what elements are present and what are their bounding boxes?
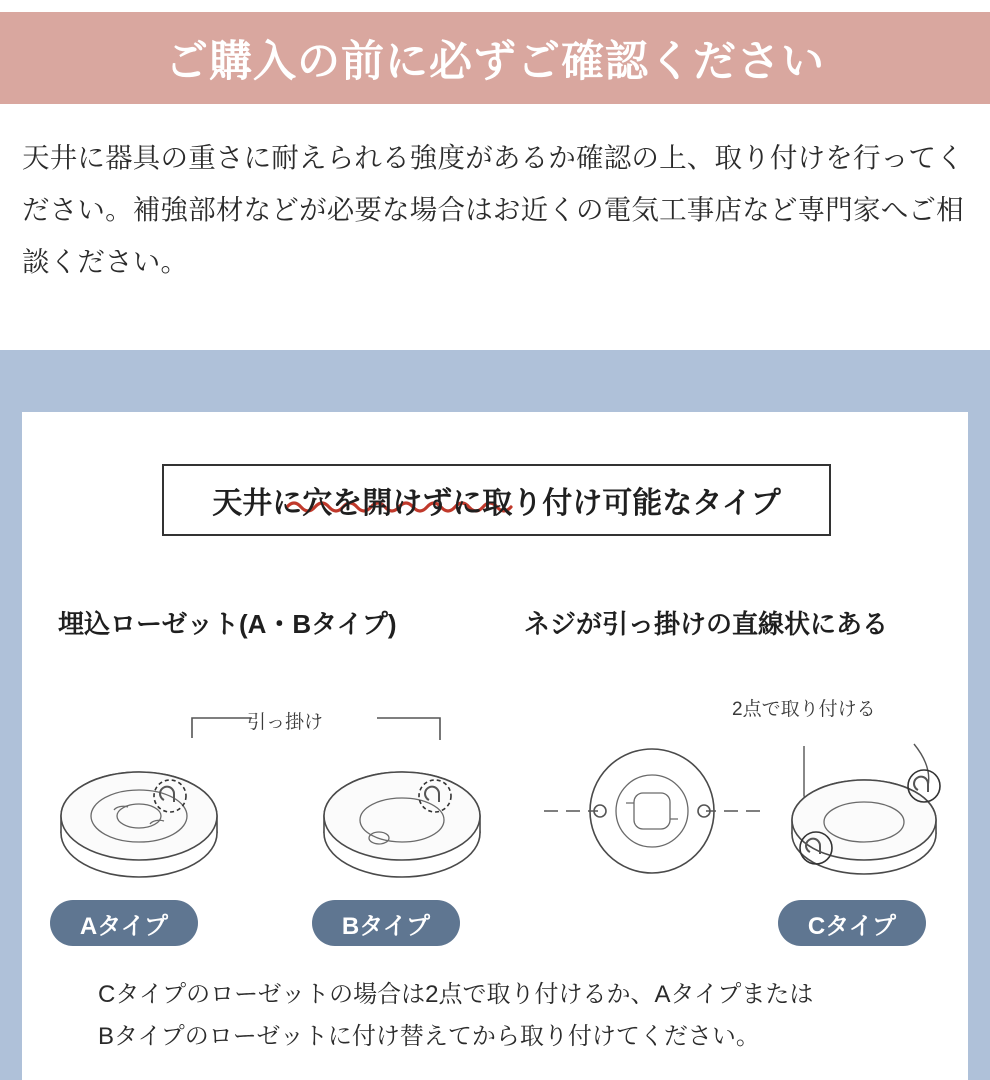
mounting-types-card [22,412,968,1080]
column-heading-left: 埋込ローゼット(A・Bタイプ) [58,609,397,639]
boxed-heading-label: 天井に穴を開けずに取り付け可能なタイプ [212,487,781,520]
badge-type-a [50,900,198,946]
boxed-heading [162,464,831,536]
page-title: ご購入の前に必ずご確認ください [165,37,825,86]
two-point-label: 2点で取り付ける [732,699,876,720]
footnote-line-2: Bタイプのローゼットに付け替えてから取り付けてください。 [98,1023,760,1050]
badge-type-b-label: Bタイプ [341,912,431,940]
header-banner [0,12,990,104]
rosette-b-icon [307,738,497,898]
badge-type-b [312,900,460,946]
badge-type-c-label: Cタイプ [807,912,897,940]
column-heading-right: ネジが引っ掛けの直線状にある [524,609,889,639]
rosette-a-icon [44,738,234,898]
badge-type-c [778,900,926,946]
intro-paragraph: 天井に器具の重さに耐えられる強度があるか確認の上、取り付けを行ってください。補強部材などが必要な場合はお近くの電気工事店など専門家へご相談ください。 [22,142,964,277]
footnote [98,974,928,1058]
rosette-screw-line-icon [542,726,762,896]
footnote-line-1: Cタイプのローゼットの場合は2点で取り付けるか、Aタイプまたは [98,981,814,1008]
badge-type-a-label: Aタイプ [79,912,169,940]
mounting-types-section [0,350,990,1080]
rosette-c-icon [764,716,964,896]
hikkake-label: 引っ掛け [247,712,324,733]
